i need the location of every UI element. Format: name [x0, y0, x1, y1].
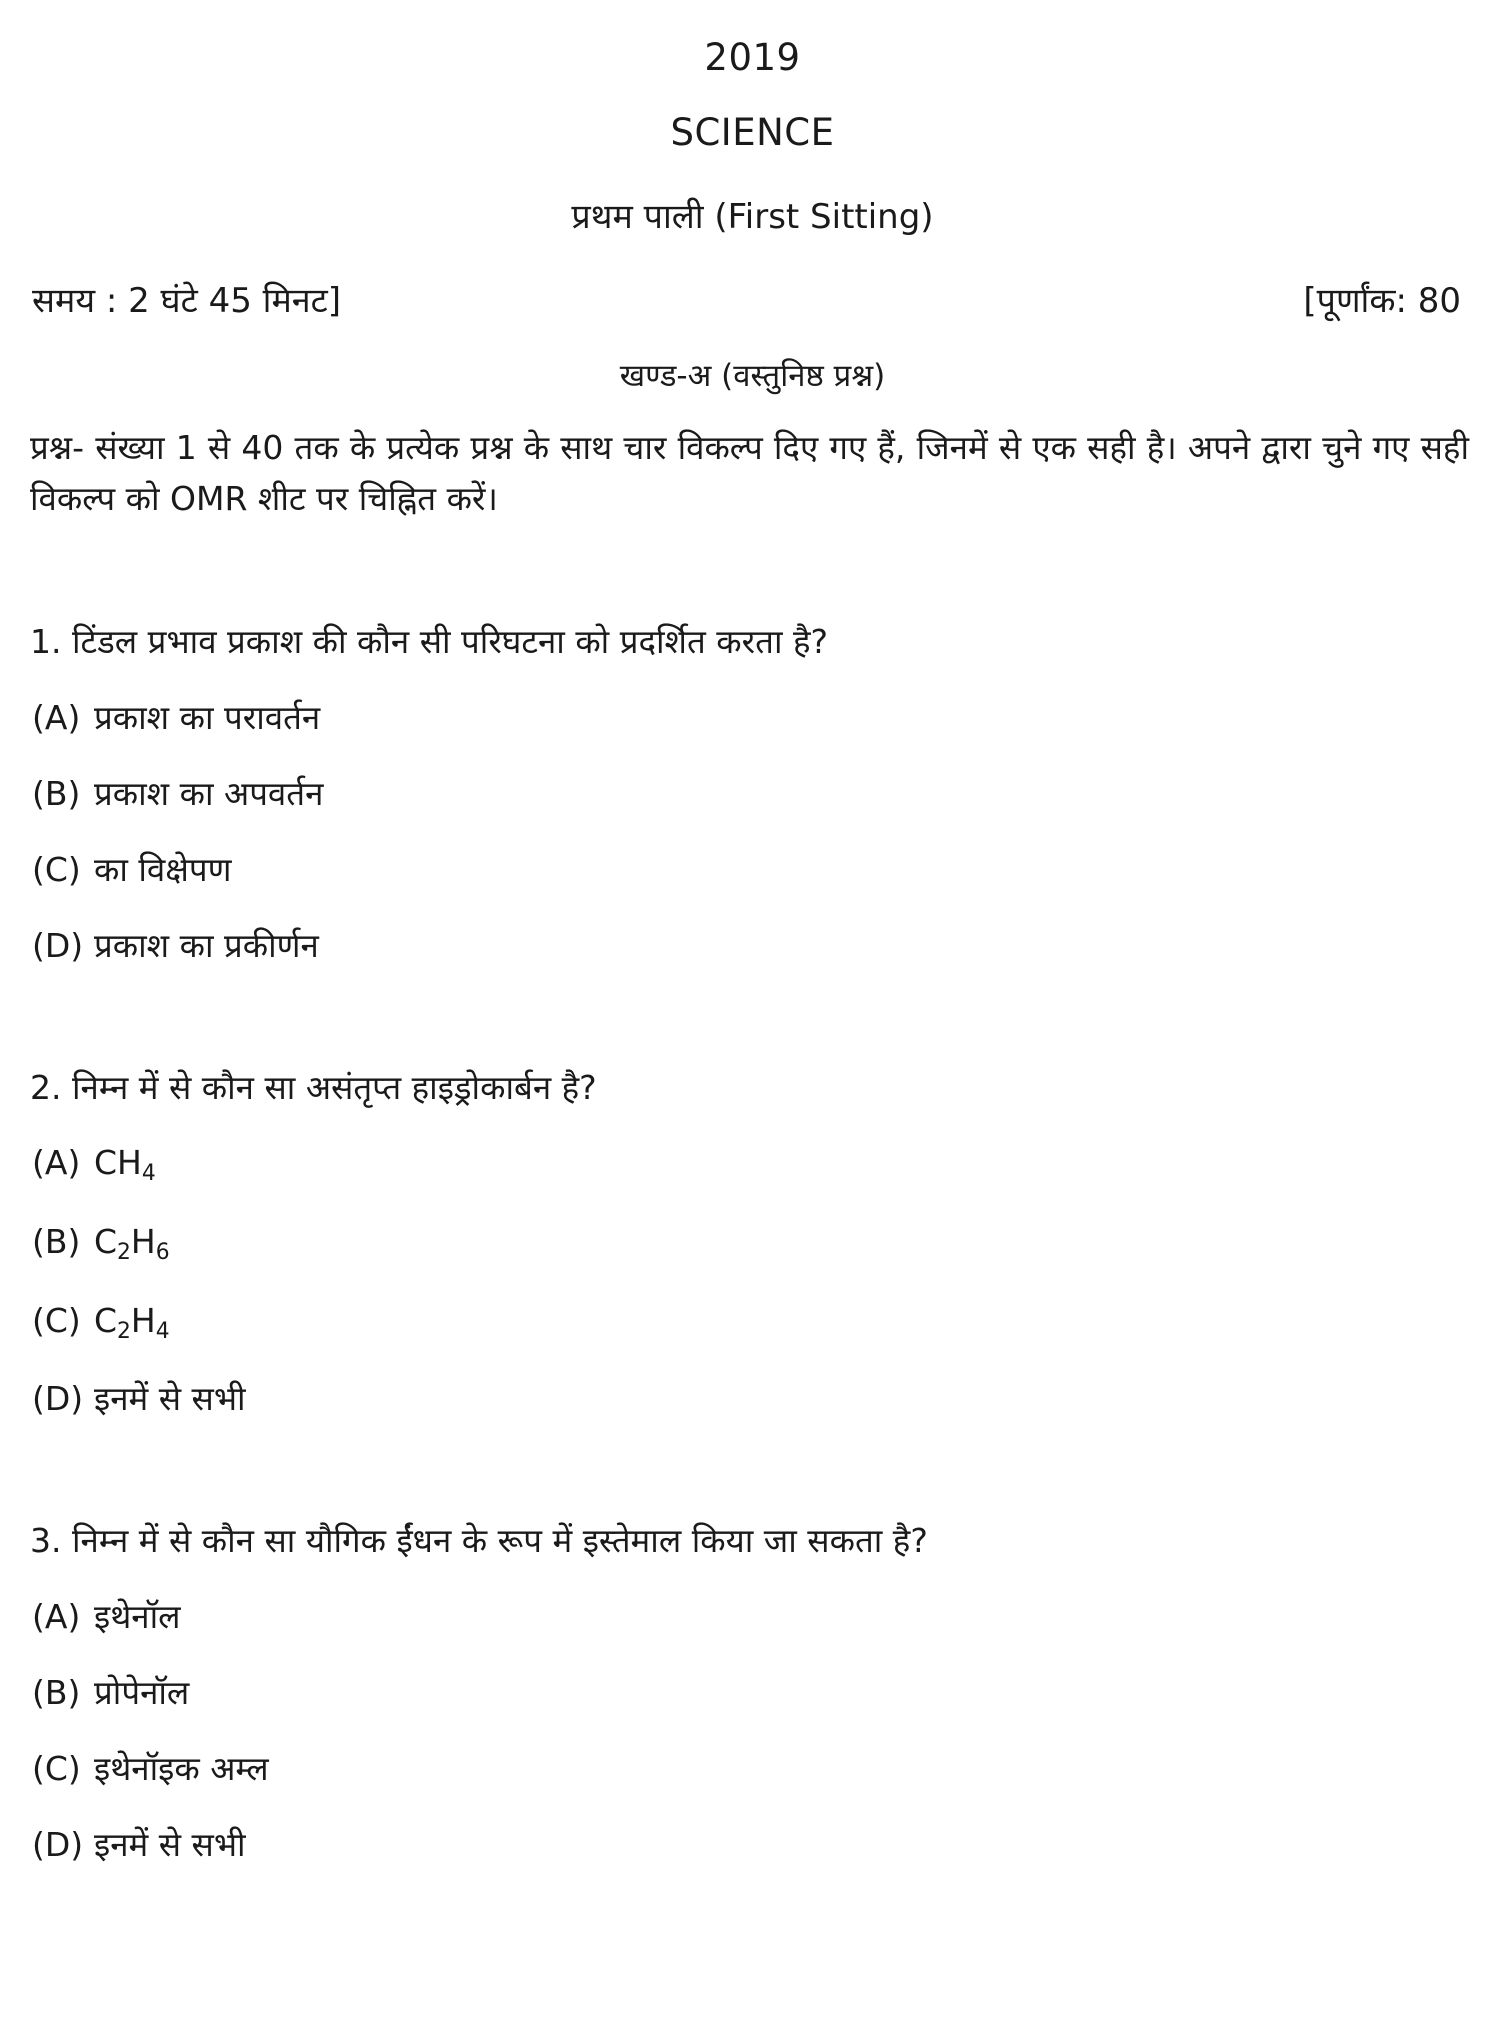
option-row[interactable]	[30, 770, 1475, 818]
option-value: इनमें से सभी	[94, 1824, 246, 1864]
exam-subject: SCIENCE	[670, 111, 835, 154]
option-row[interactable]	[30, 1375, 1475, 1423]
option-row[interactable]	[30, 694, 1475, 742]
exam-full-marks: [पूर्णांक: 80	[1303, 281, 1461, 321]
option-row[interactable]	[30, 1139, 1475, 1190]
section-heading: खण्ड-अ (वस्तुनिष्ठ प्रश्न)	[619, 358, 886, 394]
exam-year: 2019	[704, 36, 801, 79]
question-text: 1. टिंडल प्रभाव प्रकाश की कौन सी परिघटना को प्रदर्शित करता है?	[30, 622, 829, 662]
option-row[interactable]	[30, 1218, 1475, 1269]
option-label: (D)	[32, 925, 84, 965]
option-value: इनमें से सभी	[94, 1379, 246, 1419]
option-label: (B)	[32, 1222, 81, 1262]
question-block	[30, 1517, 1475, 1868]
instructions-text: प्रश्न- संख्या 1 से 40 तक के प्रत्येक प्रश्न के साथ चार विकल्प दिए गए हैं, जिनमें से एक सही है। अपने द्वारा चुने गए सही विकल्प को OMR शीट पर चिह्नित करें।	[30, 428, 1469, 519]
option-row[interactable]	[30, 1669, 1475, 1717]
option-row[interactable]	[30, 1745, 1475, 1793]
option-value: प्रकाश का परावर्तन	[94, 698, 321, 738]
option-value: $CH_4$	[94, 1143, 156, 1187]
option-value: $C_2H_4$	[94, 1300, 170, 1344]
option-row[interactable]	[30, 1297, 1475, 1348]
option-row[interactable]	[30, 1593, 1475, 1641]
exam-time: समय : 2 घंटे 45 मिनट]	[32, 281, 342, 321]
option-label: (C)	[32, 1300, 81, 1340]
option-label: (C)	[32, 1748, 81, 1788]
option-label: (A)	[32, 1143, 81, 1183]
option-row[interactable]	[30, 1821, 1475, 1869]
option-label: (D)	[32, 1379, 84, 1419]
option-label: (B)	[32, 773, 81, 813]
option-row[interactable]	[30, 846, 1475, 894]
option-value: प्रकाश का अपवर्तन	[94, 773, 324, 813]
option-row[interactable]	[30, 922, 1475, 970]
question-block	[30, 618, 1475, 969]
option-value: इथेनॉइक अम्ल	[94, 1748, 269, 1788]
option-value: इथेनॉल	[94, 1597, 181, 1637]
question-block	[30, 1064, 1475, 1424]
question-text: 3. निम्न में से कौन सा यौगिक ईंधन के रूप में इस्तेमाल किया जा सकता है?	[30, 1521, 928, 1561]
option-value: $C_2H_6$	[94, 1222, 170, 1266]
option-label: (A)	[32, 1597, 81, 1637]
time-marks-row	[30, 276, 1475, 322]
option-value: का विक्षेपण	[94, 849, 232, 889]
option-label: (B)	[32, 1672, 81, 1712]
option-value: प्रोपेनॉल	[94, 1672, 190, 1712]
option-label: (C)	[32, 849, 81, 889]
option-label: (A)	[32, 698, 81, 738]
exam-sitting: प्रथम पाली (First Sitting)	[571, 197, 934, 237]
question-text: 2. निम्न में से कौन सा असंतृप्त हाइड्रोकार्बन है?	[30, 1067, 597, 1107]
option-value: प्रकाश का प्रकीर्णन	[94, 925, 319, 965]
option-label: (D)	[32, 1824, 84, 1864]
